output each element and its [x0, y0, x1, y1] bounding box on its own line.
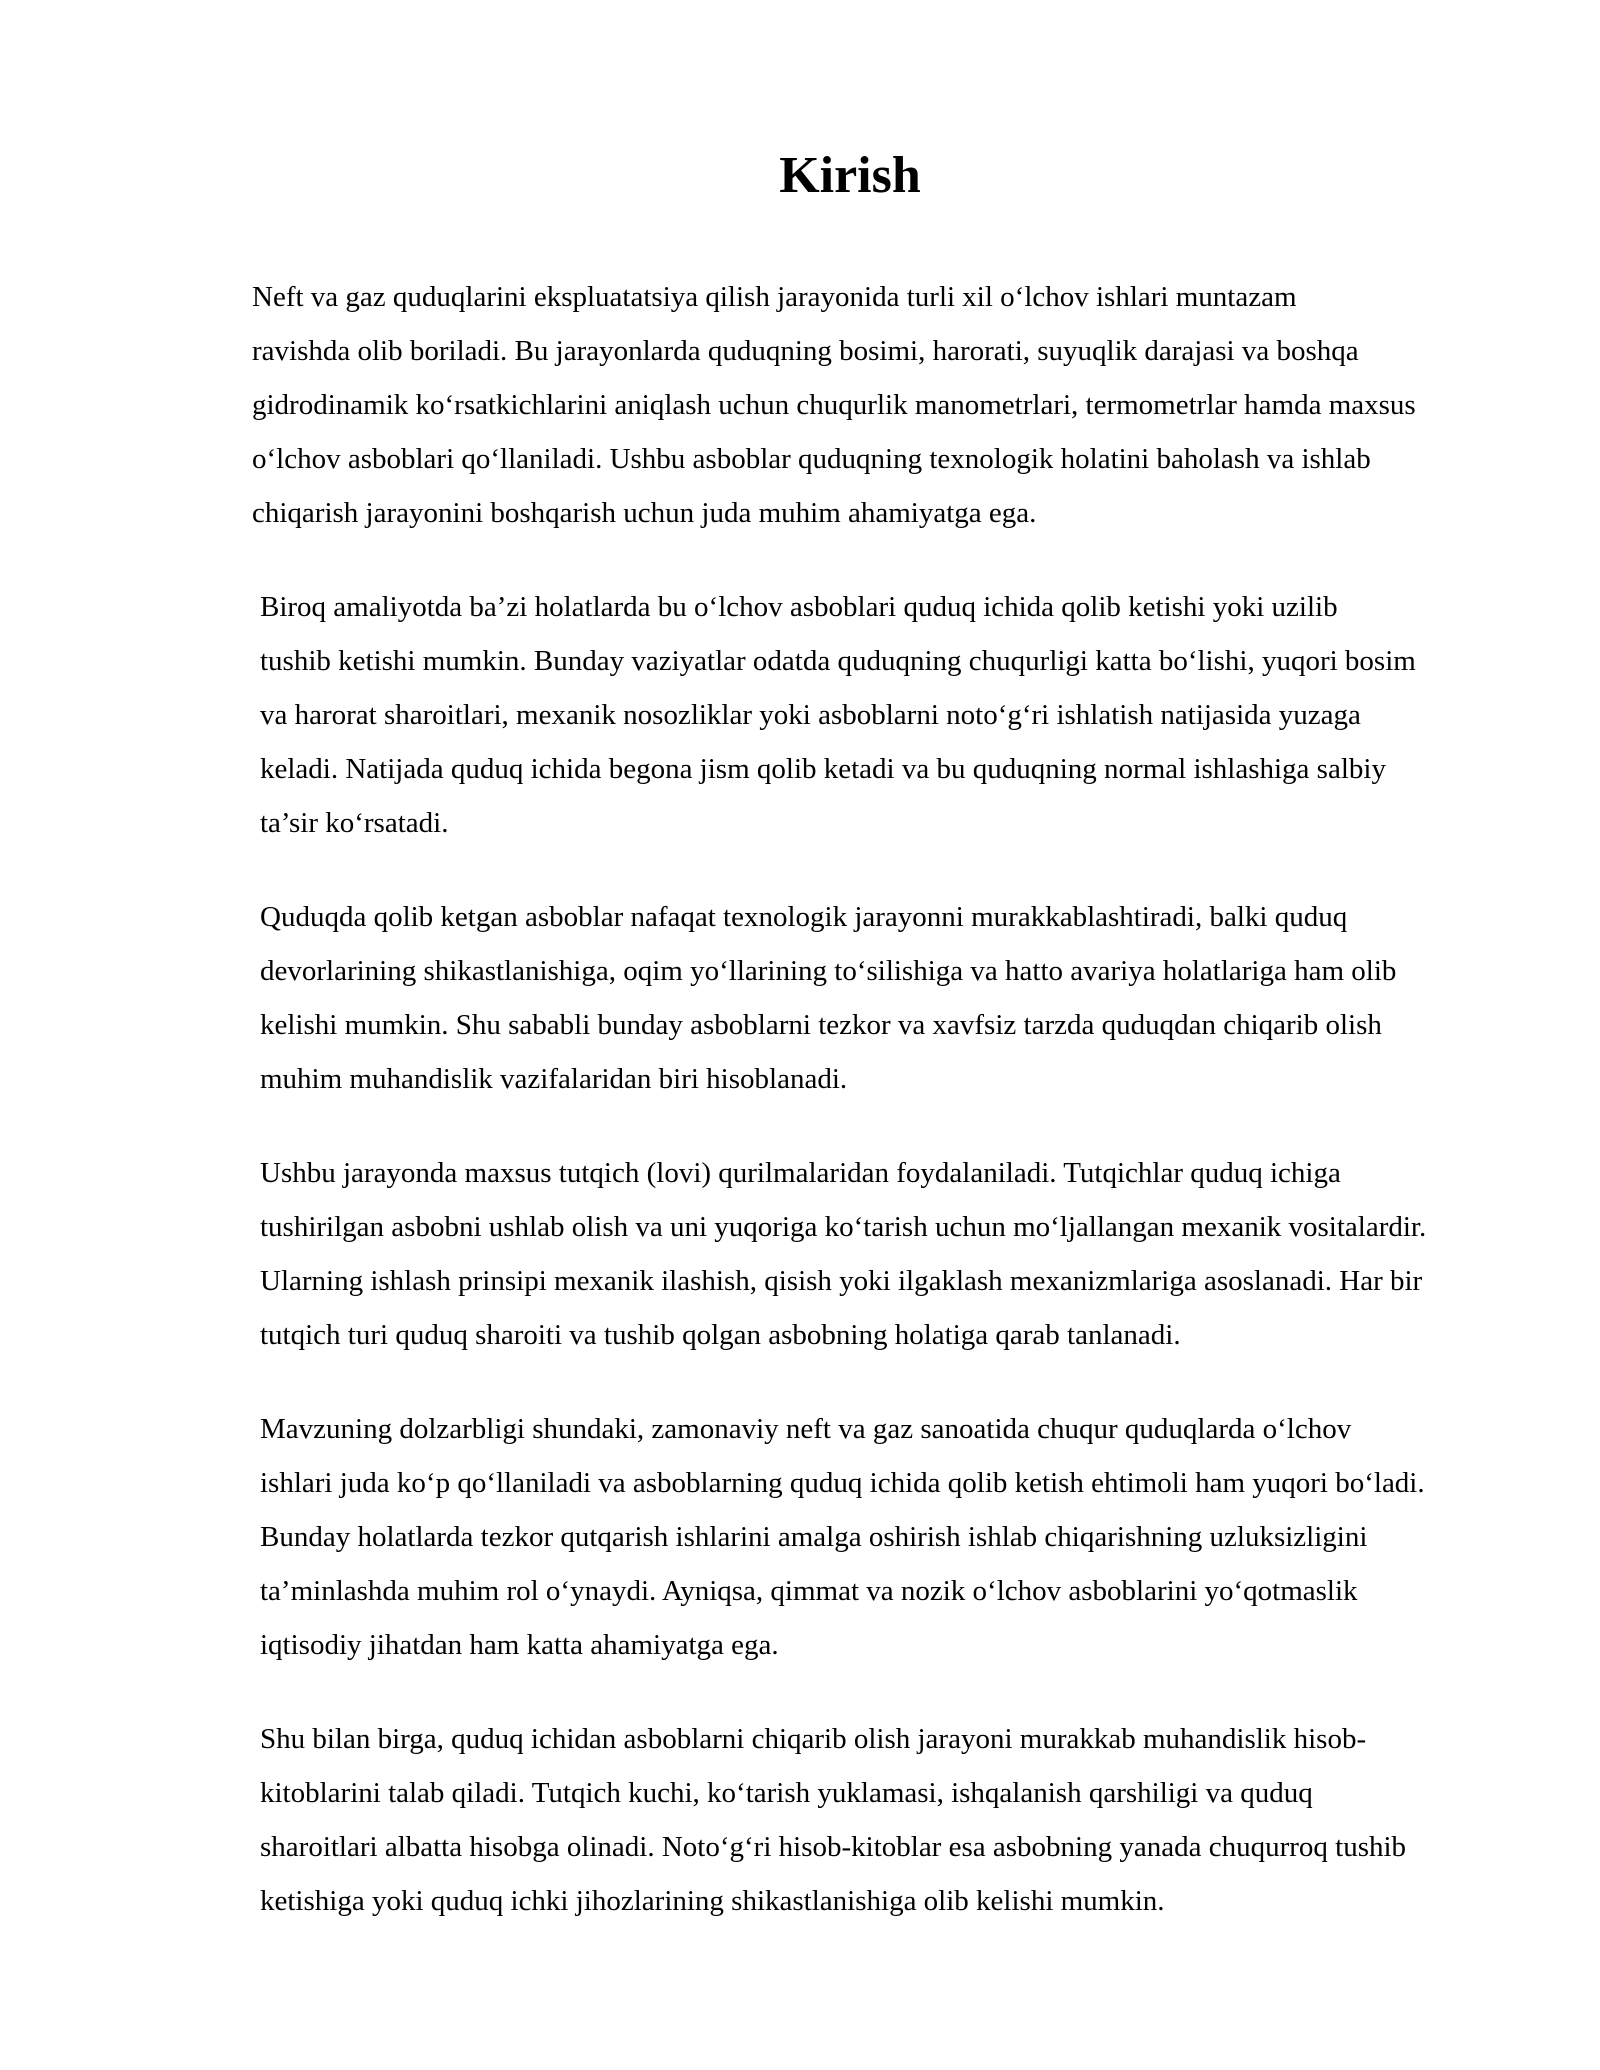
paragraph-6 [222, 1712, 1502, 1928]
text-line: kitoblarini talab qiladi. Tutqich kuchi, ko‘tarish yuklamasi, ishqalanish qarshiligi va quduq [260, 1777, 1313, 1809]
document-body [222, 270, 1502, 1968]
text-line: Biroq amaliyotda ba’zi holatlarda bu o‘lchov asboblari quduq ichida qolib ketishi yoki uzilib [260, 591, 1338, 623]
text-line: va harorat sharoitlari, mexanik nosozliklar yoki asboblarni noto‘g‘ri ishlatish natijasida yuzaga [260, 699, 1361, 731]
text-line: Neft va gaz quduqlarini ekspluatatsiya qilish jarayonida turli xil o‘lchov ishlari muntazam [252, 281, 1297, 313]
text-line: ta’sir ko‘rsatadi. [260, 807, 449, 839]
text-line: tushib ketishi mumkin. Bunday vaziyatlar odatda quduqning chuqurligi katta bo‘lishi, yuqori bosim [260, 645, 1416, 677]
text-line: Ushbu jarayonda maxsus tutqich (lovi) qurilmalaridan foydalaniladi. Tutqichlar quduq ichiga [260, 1157, 1341, 1189]
paragraph-2 [222, 580, 1502, 850]
text-line: muhim muhandislik vazifalaridan biri hisoblanadi. [260, 1063, 848, 1095]
text-line: Shu bilan birga, quduq ichidan asboblarni chiqarib olish jarayoni murakkab muhandislik hisob- [260, 1723, 1367, 1755]
text-line: o‘lchov asboblari qo‘llaniladi. Ushbu asboblar quduqning texnologik holatini baholash va ishlab [252, 443, 1371, 475]
text-line: ketishiga yoki quduq ichki jihozlarining shikastlanishiga olib kelishi mumkin. [260, 1885, 1165, 1917]
text-line: Ularning ishlash prinsipi mexanik ilashish, qisish yoki ilgaklash mexanizmlariga asoslanadi. Har bir [260, 1265, 1423, 1297]
text-line: Bunday holatlarda tezkor qutqarish ishlarini amalga oshirish ishlab chiqarishning uzluksizligini [260, 1521, 1368, 1553]
paragraph-1 [222, 270, 1502, 540]
paragraph-4 [222, 1146, 1502, 1362]
text-line: tutqich turi quduq sharoiti va tushib qolgan asbobning holatiga qarab tanlanadi. [260, 1319, 1181, 1351]
text-line: chiqarish jarayonini boshqarish uchun juda muhim ahamiyatga ega. [252, 497, 1037, 529]
text-line: gidrodinamik ko‘rsatkichlarini aniqlash uchun chuqurlik manometrlari, termometrlar hamda maxsus [252, 389, 1416, 421]
text-line: ravishda olib boriladi. Bu jarayonlarda quduqning bosimi, harorati, suyuqlik darajasi va boshqa [252, 335, 1359, 367]
paragraph-5 [222, 1402, 1502, 1672]
paragraph-3 [222, 890, 1502, 1106]
text-line: iqtisodiy jihatdan ham katta ahamiyatga ega. [260, 1629, 779, 1661]
text-line: kelishi mumkin. Shu sababli bunday asboblarni tezkor va xavfsiz tarzda quduqdan chiqarib olish [260, 1009, 1382, 1041]
text-line: keladi. Natijada quduq ichida begona jism qolib ketadi va bu quduqning normal ishlashiga salbiy [260, 753, 1386, 785]
text-line: Quduqda qolib ketgan asboblar nafaqat texnologik jarayonni murakkablashtiradi, balki quduq [260, 901, 1348, 933]
text-line: Mavzuning dolzarbligi shundaki, zamonaviy neft va gaz sanoatida chuqur quduqlarda o‘lchov [260, 1413, 1352, 1445]
text-line: tushirilgan asbobni ushlab olish va uni yuqoriga ko‘tarish uchun mo‘ljallangan mexanik vositalardir. [260, 1211, 1427, 1243]
text-line: devorlarining shikastlanishiga, oqim yo‘llarining to‘silishiga va hatto avariya holatlariga ham olib [260, 955, 1397, 987]
text-line: ishlari juda ko‘p qo‘llaniladi va asboblarning quduq ichida qolib ketish ehtimoli ham yuqori bo‘ladi. [260, 1467, 1425, 1499]
text-line: sharoitlari albatta hisobga olinadi. Noto‘g‘ri hisob-kitoblar esa asbobning yanada chuqurroq tushib [260, 1831, 1407, 1863]
text-line: ta’minlashda muhim rol o‘ynaydi. Ayniqsa, qimmat va nozik o‘lchov asboblarini yo‘qotmaslik [260, 1575, 1358, 1607]
page-title: Kirish [779, 147, 921, 204]
